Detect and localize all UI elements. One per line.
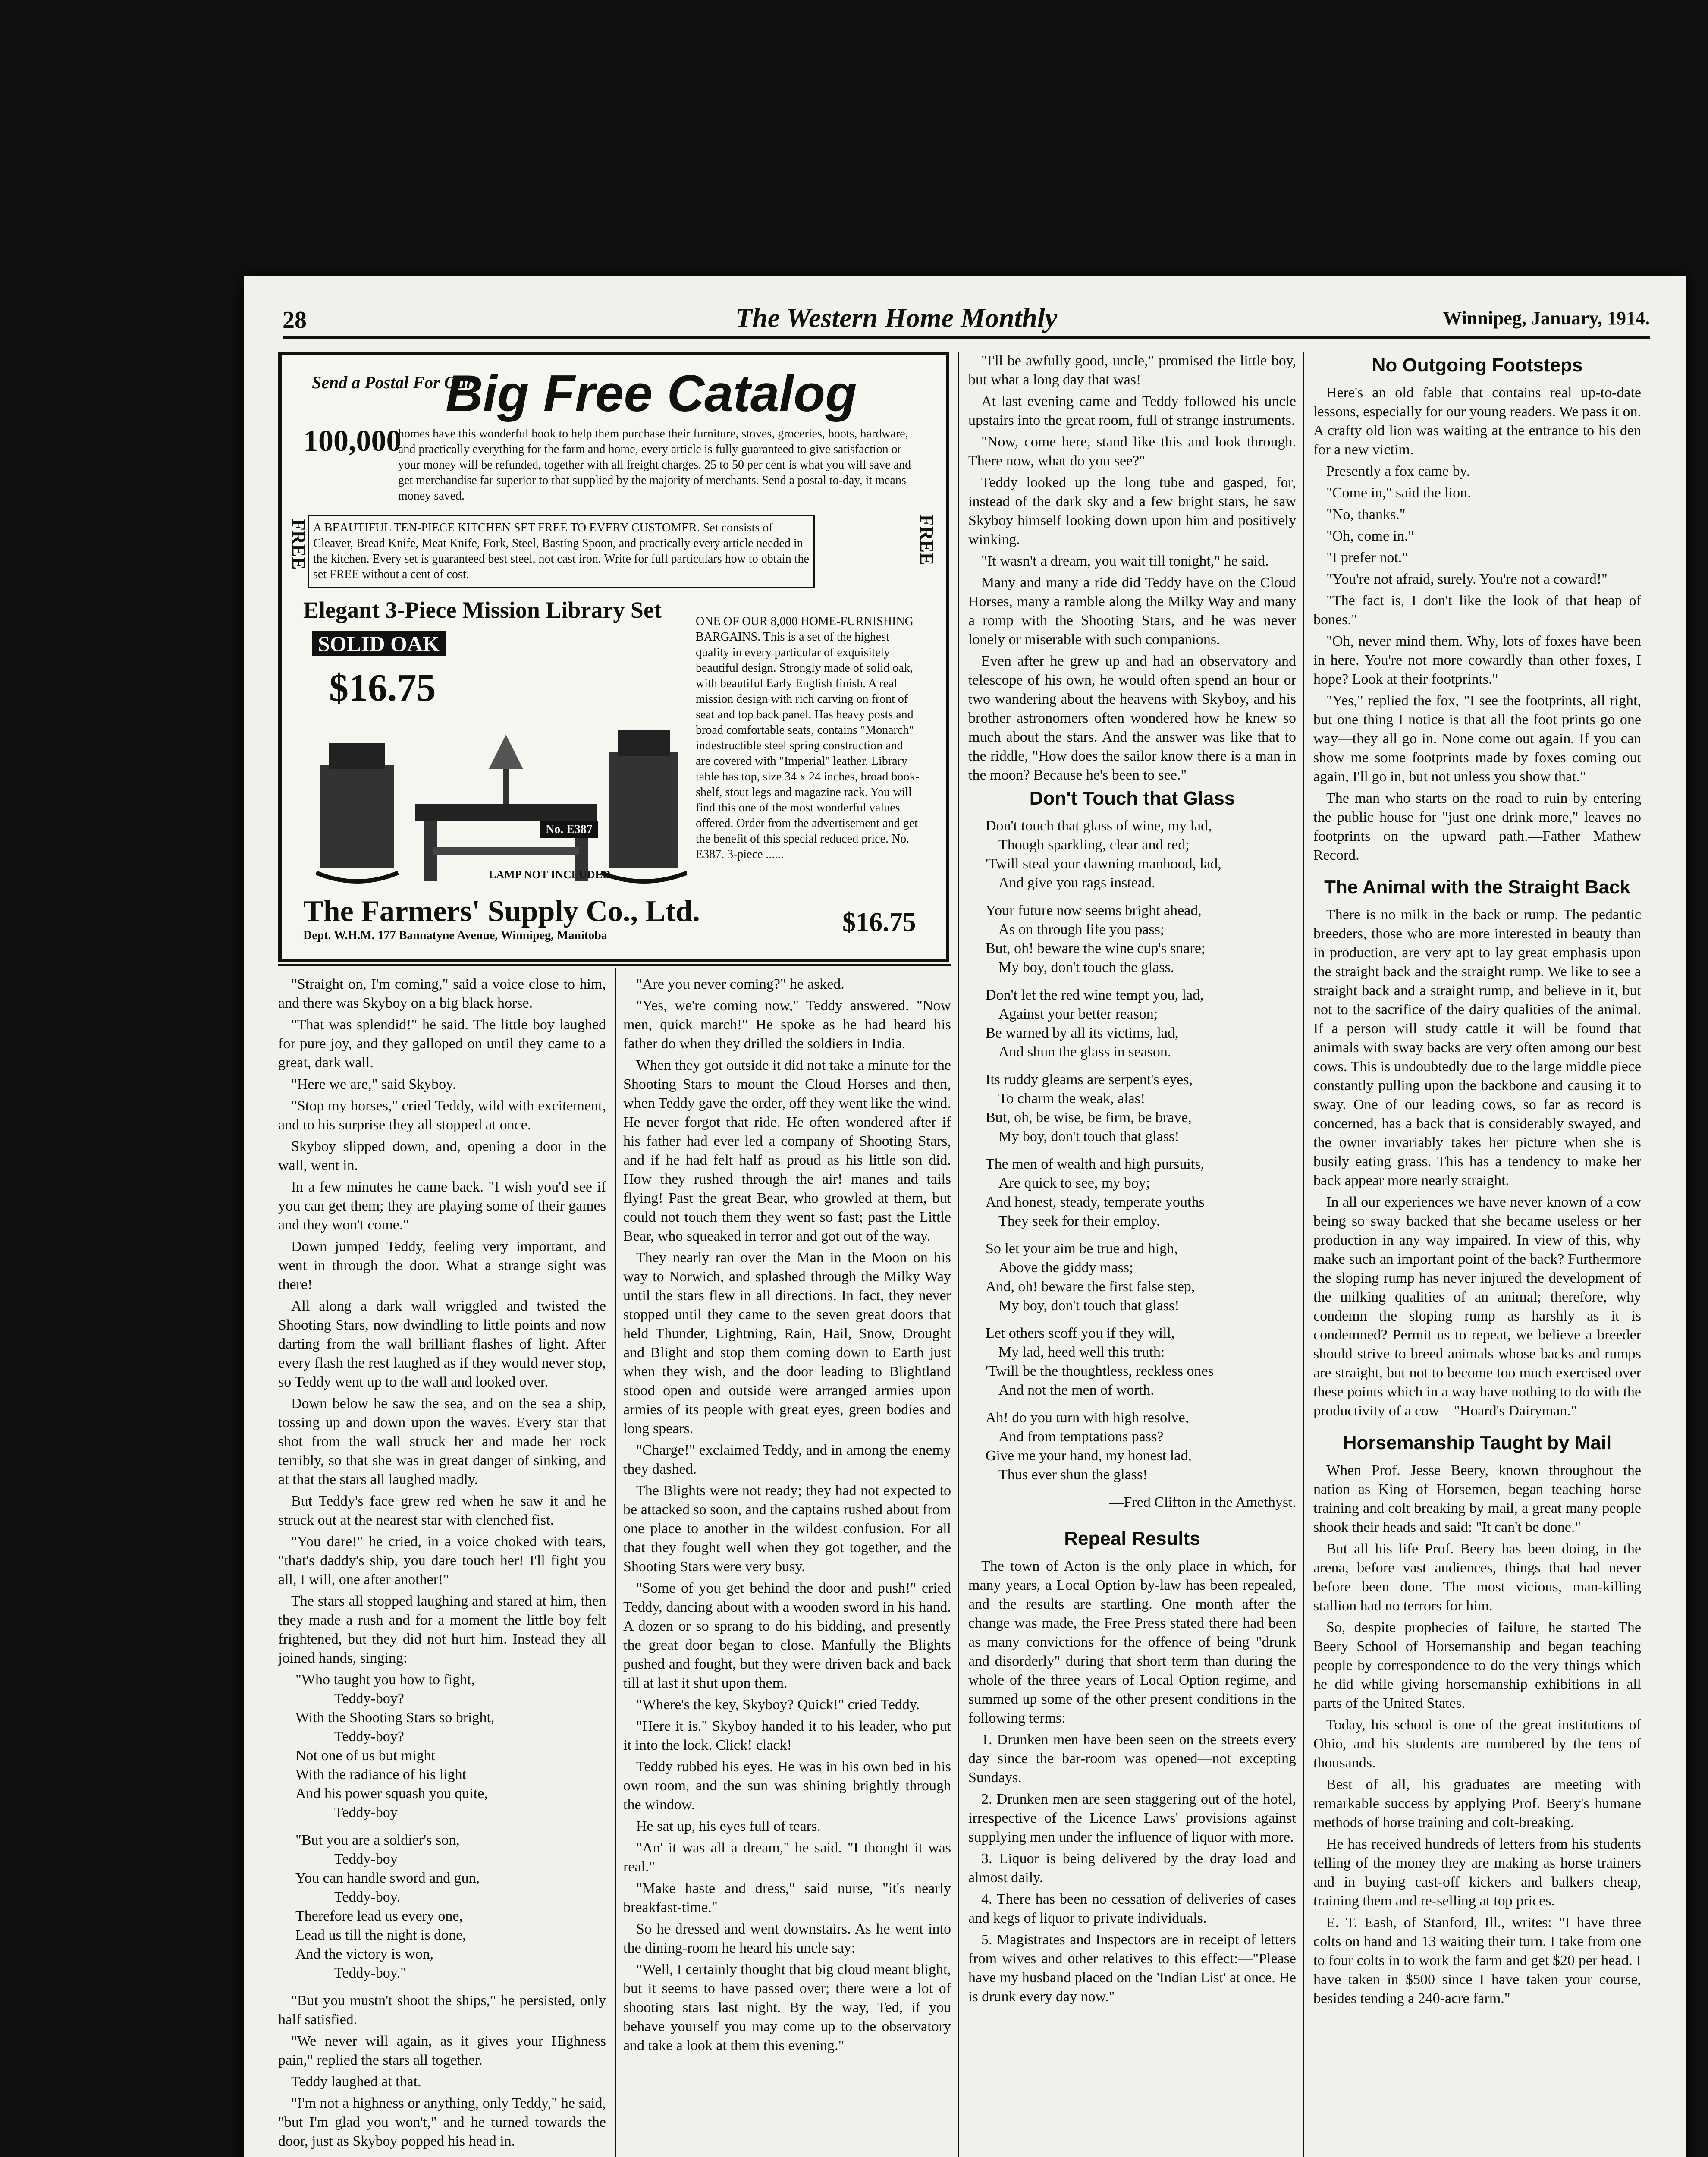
page-header (283, 302, 1650, 339)
repeal-paragraph: 5. Magistrates and Inspectors are in receipt of letters from wives and other relatives to this effect:—"Please have my husband placed on the 'Indian List' at once. He is drunk every day now." (968, 1932, 1296, 2005)
furniture-illustration (316, 717, 687, 890)
song-line: Teddy-boy." (334, 1965, 406, 1981)
story-paragraph: "An' it was all a dream," he said. "I thought it was real." (623, 1840, 951, 1875)
story-paragraph: "Well, I certainly thought that big cloud meant blight, but it seems to have passed over; there were a lot of shooting stars last night. By the way, Ted, if you behave yourself you may come up to the observatory and take a look at them this evening." (623, 1962, 951, 2053)
song-line: And his power squash you quite, (295, 1786, 488, 1802)
repeal-paragraph: The town of Acton is the only place in which, for many years, a Local Option by-law has been repealed, and the results are startling. One month after the change was made, the Free Press stated there had been as many convictions for the offence of being "drunk and disorderly" during that short term than during the whole of the three years of Local Option regime, and summed up some of the other present conditions in the following terms: (968, 1558, 1296, 1726)
poem-line: My lad, heed well this truth: (998, 1344, 1165, 1360)
song-line: Teddy-boy (334, 1851, 398, 1867)
poem-line: And shun the glass in season. (998, 1044, 1171, 1060)
horsemanship-title: Horsemanship Taught by Mail (1343, 1432, 1612, 1453)
ad-homes-count: 100,000 (303, 424, 402, 458)
song-line: "Who taught you how to fight, (295, 1672, 475, 1688)
horsemanship-paragraph: So, despite prophecies of failure, he started The Beery School of Horsemanship and began teaching people by correspondence to do the very things which he did while giving horsemanship exhibitions in all parts of the United States. (1313, 1619, 1641, 1711)
story-paragraph: When they got outside it did not take a minute for the Shooting Stars to mount the Cloud Horses and then, when Teddy gave the order, off they went like the wind. He never forgot that ride. He often wondered after if his father had ever led a company of Shooting Stars, and if he had felt half as proud as his little son did. How they rushed through the air! manes and tails flying! Past the great Bear, who growled at them, but could not touch them they went so fast; past the Little Bear, who squeaked in terror and got out of the way. (623, 1057, 951, 1244)
story-paragraph: Teddy laughed at that. (291, 2074, 421, 2090)
column-rule (958, 352, 959, 2157)
footsteps-paragraph: The man who starts on the road to ruin by entering the public house for "just one drink more," leaves no footprints on the upward path.—Father Mathew Record. (1313, 790, 1641, 863)
footsteps-paragraph: "No, thanks." (1326, 506, 1406, 522)
ad-final-price: $16.75 (842, 908, 916, 937)
story-column-2 (623, 975, 951, 2058)
story-paragraph: "Some of you get behind the door and push!" cried Teddy, dancing about with a wooden sword in his hand. A dozen or so sprang to do his bidding, and presently the great door began to close. Manfully the Blights pushed and fought, but they were driven back and back till at last it shut upon them. (623, 1580, 951, 1691)
poem-line: And not the men of worth. (998, 1382, 1154, 1398)
story-paragraph: Down below he saw the sea, and on the sea a ship, tossing up and down upon the waves. Every star that shot from the wall struck her and made her rock terribly, so that she was in great danger of sinking, and at that the stars all laughed madly. (278, 1396, 606, 1487)
ad-description: ONE OF OUR 8,000 HOME-FURNISHING BARGAINS. This is a set of the highest quality in every particular of exquisitely beautiful design. Strongly made of solid oak, with beautiful Early English finish. A real mission design with rich carving on front of seat and top back panel. Has heavy posts and broad comfortable seats, contains "Monarch" indestructible steel spring construction and are covered with "Imperial" leather. Library table has top, size 34 x 24 inches, broad book-shelf, stout legs and magazine rack. You will find this one of the most wonderful values offered. Order from the advertisement and get the benefit of this special reduced price. No. E387. 3-piece ...... (696, 615, 920, 861)
footsteps-paragraph: "I prefer not." (1326, 550, 1408, 566)
straight-back-title: The Animal with the Straight Back (1324, 877, 1630, 898)
footsteps-paragraph: Here's an old fable that contains real up-to-date lessons, especially for our young readers. We pass it on. A crafty old lion was waiting at the entrance to his den for a new victim. (1313, 385, 1641, 458)
story-paragraph: "Make haste and dress," said nurse, "it's nearly breakfast-time." (623, 1880, 951, 1915)
footsteps-paragraph: "Come in," said the lion. (1326, 485, 1471, 501)
story-paragraph: "Where's the key, Skyboy? Quick!" cried Teddy. (636, 1697, 920, 1713)
story-column-1 (278, 975, 606, 2154)
story-paragraph: They nearly ran over the Man in the Moon on his way to Norwich, and splashed through the Milky Way until the stars flew in all directions. In fact, they never stopped until they came to the seven great doors that held Thunder, Lightning, Rain, Hail, Snow, Drought and Blight and stop them coming down to Earth just when they wish, and the door leading to Blightland stood open and outside were arranged armies upon armies of its people with great eyes, green bodies and long spears. (623, 1250, 951, 1437)
footsteps-paragraph: "The fact is, I don't like the look of that heap of bones." (1313, 593, 1641, 628)
story-paragraph: "You dare!" he cried, in a voice choked with tears, "that's daddy's ship, you dare touch her! I'll fight you all, I will, one after another!" (278, 1534, 606, 1588)
ad-set-title: Elegant 3-Piece Mission Library Set (303, 597, 662, 623)
footsteps-title: No Outgoing Footsteps (1372, 355, 1583, 376)
issue-date: Winnipeg, January, 1914. (1443, 308, 1650, 329)
song-line: You can handle sword and gun, (295, 1870, 480, 1886)
story-paragraph: "Stop my horses," cried Teddy, wild with excitement, and to his surprise they all stopped at once. (278, 1098, 606, 1133)
footsteps-paragraph: "You're not afraid, surely. You're not a coward!" (1326, 571, 1608, 587)
song-line: Not one of us but might (295, 1748, 435, 1764)
story-paragraph: Many and many a ride did Teddy have on the Cloud Horses, many a ramble along the Milky Way and many a romp with the Shooting Stars, and he was never lonely or miserable with such companions. (968, 575, 1296, 648)
poem-stanza (986, 1070, 1296, 1146)
poem-line: But, oh! beware the wine cup's snare; (986, 940, 1206, 956)
ad-free-right: FREE (916, 515, 937, 566)
story-paragraph: Teddy looked up the long tube and gasped, for, instead of the dark sky and a few bright stars, he saw Skyboy himself looking down upon him and positively winking. (968, 475, 1296, 547)
poem-line: 'Twill be the thoughtless, reckless ones (986, 1363, 1214, 1379)
ad-bottom-rule (278, 964, 951, 966)
poem-line: And from temptations pass? (998, 1429, 1164, 1445)
story-paragraph: So he dressed and went downstairs. As he went into the dining-room he heard his uncle say: (623, 1921, 951, 1956)
song-line: Teddy-boy? (334, 1729, 404, 1745)
poem-line: Give me your hand, my honest lad, (986, 1448, 1192, 1464)
song-line: And the victory is won, (295, 1946, 434, 1962)
song-line: "But you are a soldier's son, (295, 1832, 460, 1848)
story-paragraph: Skyboy slipped down, and, opening a door in the wall, went in. (278, 1138, 606, 1173)
poem-line: But, oh, be wise, be firm, be brave, (986, 1110, 1192, 1126)
poem-line: Above the giddy mass; (998, 1260, 1133, 1276)
ad-address: Dept. W.H.M. 177 Bannatyne Avenue, Winnipeg, Manitoba (303, 929, 607, 942)
poem-line: My boy, don't touch that glass! (998, 1129, 1180, 1145)
poem-stanza (986, 1239, 1296, 1315)
footsteps-paragraph: "Oh, never mind them. Why, lots of foxes have been in here. You're not more cowardly than other foxes, I hope? Look at their footprints." (1313, 633, 1641, 687)
horsemanship-paragraph: Today, his school is one of the great institutions of Ohio, and his students are numbered by the tens of thousands. (1313, 1717, 1641, 1771)
poem-stanza (986, 817, 1296, 893)
footsteps-paragraph: "Oh, come in." (1326, 528, 1414, 544)
ad-item-number: No. E387 (540, 821, 598, 838)
ad-solid-oak: SOLID OAK (312, 631, 446, 656)
poem-stanza (986, 1324, 1296, 1400)
poem-line: So let your aim be true and high, (986, 1241, 1178, 1257)
repeal-paragraph: 4. There has been no cessation of deliveries of cases and kegs of liquor to private individuals. (968, 1891, 1296, 1926)
ad-send-postal: Send a Postal For Our (312, 373, 473, 392)
poem-line: Let others scoff you if they will, (986, 1325, 1175, 1341)
poem-line: They seek for their employ. (998, 1213, 1160, 1229)
story-paragraph: But Teddy's face grew red when he saw it and he struck out at the nearest star with clenched fist. (278, 1493, 606, 1528)
story-paragraph: "Are you never coming?" he asked. (636, 976, 845, 992)
story-paragraph: "Yes, we're coming now," Teddy answered. "Now men, quick march!" He spoke as he had heard his father do when they drilled the soldiers in India. (623, 998, 951, 1052)
column-rule (1303, 352, 1304, 2157)
poem-line: Your future now seems bright ahead, (986, 902, 1202, 918)
poem-stanza (986, 1155, 1296, 1231)
ad-blurb: homes have this wonderful book to help them purchase their furniture, stoves, groceries, boots, hardware, and practically everything for the farm and home, every article is fully guaranteed to give satisfaction or your money will be refunded, together with all freight charges. 25 to 50 per cent is what you will save and get merchandise far superior to that supplied by the majority of merchants. Send a postal to-day, it means money saved. (398, 427, 911, 503)
poem-line: Are quick to see, my boy; (998, 1175, 1150, 1191)
song-line: With the radiance of his light (295, 1767, 467, 1783)
story-paragraph: Down jumped Teddy, feeling very important, and went in through the door. What a strange sight was there! (278, 1239, 606, 1292)
poem-line: Thus ever shun the glass! (998, 1467, 1148, 1483)
publication-title: The Western Home Monthly (735, 302, 1058, 333)
page-number: 28 (283, 307, 307, 333)
ad-lamp-note: LAMP NOT INCLUDED (489, 868, 611, 881)
story-paragraph: "It wasn't a dream, you wait till tonight," he said. (981, 553, 1269, 569)
story-paragraph: The stars all stopped laughing and stared at him, then they made a rush and for a moment the little boy felt frightened, but they did not hurt him. Instead they all joined hands, singing: (278, 1593, 606, 1666)
story-paragraph: "Charge!" exclaimed Teddy, and in among the enemy they dashed. (623, 1442, 951, 1477)
song-line: Lead us till the night is done, (295, 1927, 466, 1943)
story-paragraph: "I'll be awfully good, uncle," promised the little boy, but what a long day that was! (968, 353, 1296, 388)
footsteps-paragraph: "Yes," replied the fox, "I see the footprints, all right, but one thing I notice is that all the foot prints go one way—they all go in. None come out again. If you can show me some footprints made by foxes coming out again, I'll go in, but not unless you show that." (1313, 693, 1641, 785)
repeal-paragraph: 2. Drunken men are seen staggering out of the hotel, irrespective of the Licence Laws' provisions against supplying men under the influence of liquor with more. (968, 1791, 1296, 1845)
poem-line: The men of wealth and high pursuits, (986, 1156, 1205, 1172)
ad-free-left: FREE (288, 519, 309, 570)
poem-line: Ah! do you turn with high resolve, (986, 1410, 1189, 1426)
story-paragraph: In a few minutes he came back. "I wish you'd see if you can get them; they are playing some of their games and they won't come." (278, 1179, 606, 1233)
song-stanza-1 (295, 1670, 606, 1822)
poem-line: Don't touch that glass of wine, my lad, (986, 818, 1212, 834)
song-line: With the Shooting Stars so bright, (295, 1710, 495, 1726)
story-paragraph: "We never will again, as it gives your Highness pain," replied the stars all together. (278, 2033, 606, 2068)
horsemanship-paragraph: But all his life Prof. Beery has been doing, in the arena, before vast audiences, things that had never before been done. The most vicious, man-killing stallion had no terrors for him. (1313, 1541, 1641, 1614)
story-paragraph: The Blights were not ready; they had not expected to be attacked so soon, and the captains rushed about from one place to another in the wildest confusion. For all that they fought well when they got together, and the Shooting Stars were very busy. (623, 1483, 951, 1575)
story-paragraph: He sat up, his eyes full of tears. (636, 1818, 821, 1834)
poem-line: Its ruddy gleams are serpent's eyes, (986, 1072, 1193, 1088)
repeal-paragraph: 3. Liquor is being delivered by the dray load and almost daily. (968, 1851, 1296, 1886)
repeal-paragraph: 1. Drunken men have been seen on the streets every day since the bar-room was opened—not excepting Sundays. (968, 1732, 1296, 1786)
horsemanship-paragraph: When Prof. Jesse Beery, known throughout the nation as King of Horsemen, began teaching horse training and colt breaking by mail, a great many people shook their heads and said: "It can't be done." (1313, 1462, 1641, 1535)
poem-line: My boy, don't touch the glass. (998, 959, 1174, 975)
straight-back-paragraph: There is no milk in the back or rump. The pedantic breeders, those who are more interested in beauty than in production, are very apt to lay great emphasis upon the straight back and the straight rump. We like to see a straight back and a straight rump, and believe in it, but not to the sacrifice of the dairy qualities of the animal. If a person will study cattle it will be found that animals with sway backs are very often among our best cows. This is undoubtedly due to the large middle piece constantly pulling upon the backbone and causing it to sway. One of our leading cows, so far as record is concerned, has a back that is considerably swayed, and the owner invariably takes her picture when she is busily eating grass. This has a tendency to make her back appear more nearly straight. (1313, 907, 1641, 1189)
poem-line: As on through life you pass; (998, 921, 1165, 937)
ad-headline: Big Free Catalog (446, 365, 857, 422)
story-paragraph: "Now, come here, stand like this and look through. There now, what do you see?" (968, 434, 1296, 469)
poem-title: Don't Touch that Glass (1029, 788, 1235, 809)
story-paragraph: "Here we are," said Skyboy. (291, 1076, 456, 1092)
poem-line: To charm the weak, alas! (998, 1091, 1146, 1107)
column-4 (1313, 352, 1641, 2011)
song-line: Therefore lead us every one, (295, 1908, 463, 1924)
column-rule (615, 968, 616, 2157)
story-paragraph: All along a dark wall wriggled and twisted the Shooting Stars, now dwindling to little points and now darting from the wall brilliant flashes of light. After every flash the rest laughed as if they would never stop, so Teddy went up to the wall and looked over. (278, 1298, 606, 1390)
song-line: Teddy-boy? (334, 1691, 404, 1707)
ad-kitchen-set: A BEAUTIFUL TEN-PIECE KITCHEN SET FREE TO EVERY CUSTOMER. Set consists of Cleaver, Bread Knife, Meat Knife, Fork, Steel, Basting Spoon, and practically every article needed in the kitchen. Every set is guaranteed best steel, not cast iron. Write for full particulars how to obtain the set FREE without a cent of cost. (308, 515, 815, 588)
song-line: Teddy-boy. (334, 1889, 401, 1905)
poem-line: Don't let the red wine tempt you, lad, (986, 987, 1204, 1003)
catalog-advertisement (278, 352, 949, 962)
horsemanship-paragraph: E. T. Eash, of Stanford, Ill., writes: "I have three colts on hand and 13 waiting their turn. I take from one to four colts in to work the farm and get $20 per head. I have taken in $500 since I have taken your course, besides tending a 240-acre farm." (1313, 1915, 1641, 2006)
poem-line: Though sparkling, clear and red; (998, 837, 1190, 853)
story-paragraph: "But you mustn't shoot the ships," he persisted, only half satisfied. (278, 1993, 606, 2028)
song-line: Teddy-boy (334, 1805, 398, 1821)
footsteps-paragraph: Presently a fox came by. (1326, 463, 1470, 479)
ad-company: The Farmers' Supply Co., Ltd. (303, 895, 700, 928)
story-paragraph: At last evening came and Teddy followed his uncle upstairs into the great room, full of strange instruments. (968, 393, 1296, 428)
ad-price: $16.75 (329, 667, 436, 709)
newspaper-page (244, 276, 1686, 2157)
story-paragraph: "That was splendid!" he said. The little boy laughed for pure joy, and they galloped on until they came to a great, dark wall. (278, 1017, 606, 1071)
poem-line: Be warned by all its victims, lad, (986, 1025, 1179, 1041)
poem-line: 'Twill steal your dawning manhood, lad, (986, 856, 1221, 872)
poem-line: And give you rags instead. (998, 875, 1155, 891)
poem-line: My boy, don't touch that glass! (998, 1298, 1180, 1314)
story-paragraph: "Here it is." Skyboy handed it to his leader, who put it into the lock. Click! clack! (623, 1718, 951, 1753)
poem-stanza (986, 1409, 1296, 1484)
poem-line: And honest, steady, temperate youths (986, 1194, 1205, 1210)
poem-line: And, oh! beware the first false step, (986, 1279, 1195, 1295)
song-stanza-2 (295, 1831, 606, 1983)
story-paragraph: "I'm not a highness or anything, only Teddy," he said, "but I'm glad you won't," and he turned towards the door, just as Skyboy popped his head in. (278, 2095, 606, 2149)
repeal-title: Repeal Results (1064, 1528, 1200, 1549)
poem-line: Against your better reason; (998, 1006, 1158, 1022)
story-paragraph: "Straight on, I'm coming," said a voice close to him, and there was Skyboy on a big black horse. (278, 976, 606, 1011)
straight-back-paragraph: In all our experiences we have never known of a cow being so sway backed that she became useless or her production in any way impaired. In view of this, why make such an important point of the back? Furthermore the sloping rump has never injured the development of the milking qualities of an animal; therefore, why condemn the sloping rump as harshly as it is condemned? Permit us to repeat, we believe a breeder should strive to breed animals whose backs and rumps are straight, but not to become too much exercised over these points which in a way have nothing to do with the productivity of a cow—"Hoard's Dairyman." (1313, 1194, 1641, 1419)
story-paragraph: Teddy rubbed his eyes. He was in his own bed in his own room, and the sun was shining brightly through the window. (623, 1759, 951, 1813)
horsemanship-paragraph: He has received hundreds of letters from his students telling of the money they are making as horse trainers and in buying cast-off kickers and balkers cheap, training them and re-selling at top prices. (1313, 1836, 1641, 1909)
horsemanship-paragraph: Best of all, his graduates are meeting with remarkable success by applying Prof. Beery's humane methods of horse training and colt-breaking. (1313, 1777, 1641, 1830)
poem-stanza (986, 986, 1296, 1062)
poem-attribution: —Fred Clifton in the Amethyst. (1109, 1494, 1296, 1510)
story-paragraph: Even after he grew up and had an observatory and telescope of his own, he would often spend an hour or two wandering about the heavens with Skyboy, and his brother astronomers often wondered how he knew so much about the stars. And the answer was like that to the riddle, "How does the sailor know there is a man in the moon? Because he's been to see." (968, 653, 1296, 783)
column-3 (968, 352, 1296, 2009)
poem-stanza (986, 901, 1296, 977)
